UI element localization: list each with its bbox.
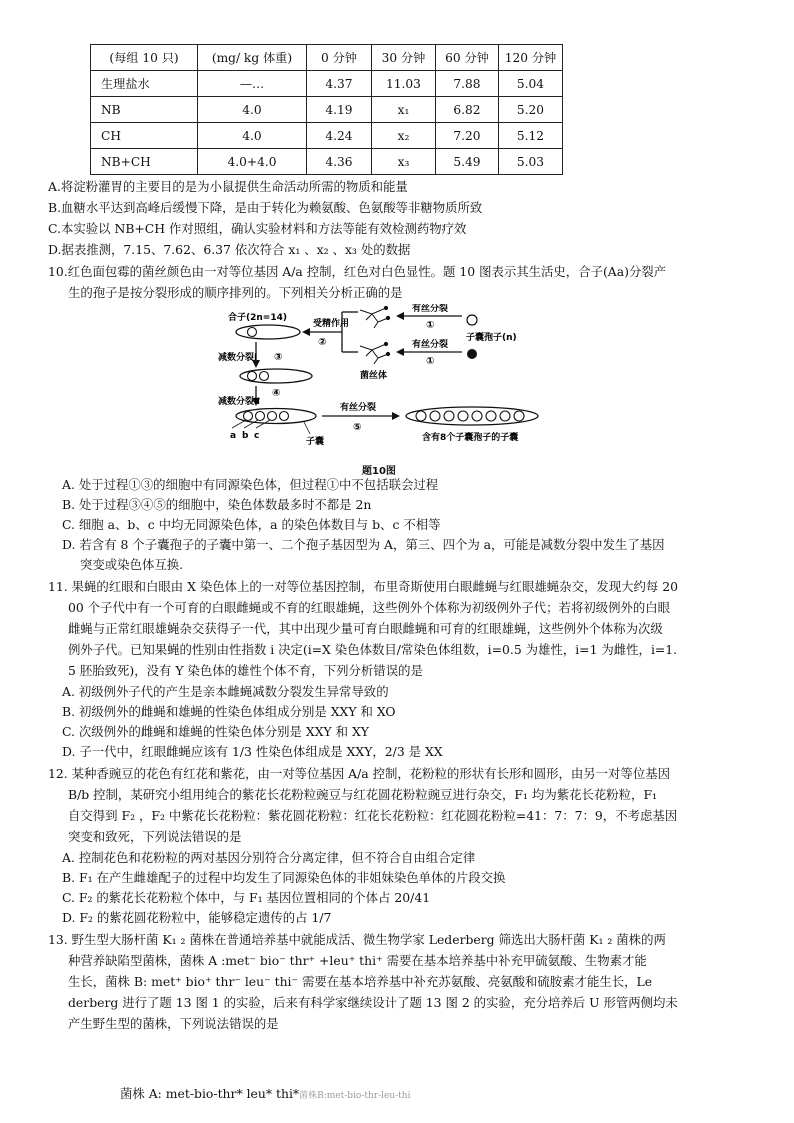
- table-cell: NB+CH: [91, 149, 198, 175]
- q12-stem: 12. 某种香豌豆的花色有红花和紫花，由一对等位基因 A/a 控制，花粉粒的形状有长形和圆形，由另一对等位基因: [48, 766, 670, 781]
- white-spore: [467, 315, 477, 325]
- table-cell: 4.36: [307, 149, 372, 175]
- table-header-cell: 120 分钟: [499, 45, 563, 71]
- table-cell: 4.19: [307, 97, 372, 123]
- cell: [280, 412, 289, 421]
- q13-stem: 13. 野生型大肠杆菌 K₁ ₂ 菌株在普通培养基中就能成活、微生物学家 Lederberg 筛选出大肠杆菌 K₁ ₂ 菌株的两: [48, 932, 666, 947]
- mitosis-label-final: 有丝分裂: [340, 403, 377, 413]
- q10-stem-cont: 生的孢子是按分裂形成的顺序排列的。下列相关分析正确的是: [68, 285, 403, 300]
- table-row: [91, 149, 563, 175]
- q11-stem-cont: 雌蝇与正常红眼雄蝇杂交获得子一代，其中出现少量可育白眼雌蝇和可育的红眼雄蝇，这些例外个体称为次级: [68, 621, 663, 636]
- cell: [256, 412, 265, 421]
- arrowhead: [396, 312, 404, 320]
- spore-label: 子囊孢子(n): [466, 333, 517, 343]
- q10-option-c: C. 细胞 a、b、c 中均无同源染色体，a 的染色体数目与 b、c 不相等: [62, 517, 441, 532]
- table-cell: 4.0: [198, 123, 307, 149]
- strain-a-text: 菌株 A: met-bio-thr* leu* thi*: [120, 1086, 300, 1101]
- q10-stem: 10.红色面包霉的菌丝颜色由一对等位基因 A/a 控制，红色对白色显性。题 10 图表示其生活史，合子(Aa)分裂产: [48, 264, 667, 279]
- table-row: [91, 71, 563, 97]
- table-cell: 4.0: [198, 97, 307, 123]
- table-cell: 6.82: [436, 97, 499, 123]
- step-1-label: ①: [426, 356, 435, 367]
- table-row: [91, 123, 563, 149]
- mycelium-label: 菌丝体: [360, 371, 388, 381]
- q12-stem-cont: B/b 控制，某研究小组用纯合的紫花长花粉粒豌豆与红花圆花粉粒豌豆进行杂交，F₁ 均为紫花长花粉粒，F₁: [68, 787, 658, 802]
- table-cell: 5.49: [436, 149, 499, 175]
- red-spore: [467, 349, 477, 359]
- arrowhead: [396, 348, 404, 356]
- table-header-row: [91, 45, 563, 71]
- q11-stem: 11. 果蝇的红眼和白眼由 X 染色体上的一对等位基因控制，布里奇斯使用白眼雌蝇与红眼雄蝇杂交，发现大约每 20: [48, 579, 679, 594]
- table-cell: 5.04: [499, 71, 563, 97]
- cell: [248, 372, 257, 381]
- cell-c-label: c: [254, 431, 260, 441]
- final-ascus-label: 含有8个子囊孢子的子囊: [422, 433, 519, 443]
- table-header-cell: 0 分钟: [307, 45, 372, 71]
- q10-option-d: D. 若含有 8 个子囊孢子的子囊中第一、二个孢子基因型为 A，第三、四个为 a，可能是减数分裂中发生了基因: [62, 537, 665, 552]
- cell-b-label: b: [242, 431, 249, 441]
- q11-option-d: D. 子一代中，红眼雌蝇应该有 1/3 性染色体组成是 XXY，2/3 是 XX: [62, 744, 443, 759]
- zygote-label: 合子(2n=14): [228, 313, 287, 323]
- step-5-label: ⑤: [353, 422, 362, 433]
- mitosis-label-bottom: 有丝分裂: [412, 340, 449, 350]
- q12-option-d: D. F₂ 的紫花圆花粉粒中，能够稳定遗传的占 1/7: [62, 910, 332, 925]
- table-cell: 4.0+4.0: [198, 149, 307, 175]
- table-cell: 4.24: [307, 123, 372, 149]
- life-cycle-figure: [210, 304, 550, 464]
- arrowhead: [392, 412, 400, 420]
- cell: [244, 412, 253, 421]
- fertilization-label: 受精作用: [313, 319, 350, 329]
- mitosis-label-top: 有丝分裂: [412, 304, 449, 314]
- zygote-ascus: [236, 325, 300, 339]
- cell: [260, 372, 269, 381]
- table-cell: 生理盐水: [91, 71, 198, 97]
- table-cell: x₃: [372, 149, 436, 175]
- table-header-cell: 30 分钟: [372, 45, 436, 71]
- q11-option-b: B. 初级例外的雌蝇和雄蝇的性染色体组成分别是 XXY 和 XO: [62, 704, 396, 719]
- table-cell: 5.20: [499, 97, 563, 123]
- q10-option-d-cont: 突变或染色体互换.: [80, 557, 184, 572]
- table-cell: 11.03: [372, 71, 436, 97]
- q11-option-c: C. 次级例外的雌蝇和雄蝇的性染色体分别是 XXY 和 XY: [62, 724, 369, 739]
- table-cell: x₁: [372, 97, 436, 123]
- q11-stem-cont: 例外子代。已知果蝇的性别由性指数 i 决定(i=X 染色体数目/常染色体组数，i=0.5 为雄性，i=1 为雌性，i=1.: [68, 642, 678, 657]
- mycelium-icon-top: [360, 306, 390, 328]
- q11-stem-cont: 5 胚胎致死)，没有 Y 染色体的雄性个体不育，下列分析错误的是: [68, 663, 423, 678]
- q13-stem-cont: 种营养缺陷型菌株，菌株 A :met⁻ bio⁻ thr⁺ +leu⁺ thi⁺ 需要在基本培养基中补充甲硫氨酸、生物素才能: [68, 953, 647, 968]
- table-cell: 7.20: [436, 123, 499, 149]
- strain-b-text: 菌株B:met-bio-thr-leu-thi: [299, 1091, 411, 1101]
- q9-option-c: C.本实验以 NB+CH 作对照组，确认实验材料和方法等能有效检测药物疗效: [48, 221, 467, 236]
- step-4-label: ④: [272, 388, 281, 399]
- data-table: [90, 44, 563, 175]
- step-1-label: ①: [426, 320, 435, 331]
- arrowhead: [302, 328, 310, 336]
- q10-option-a: A. 处于过程①③的细胞中有同源染色体，但过程①中不包括联会过程: [62, 477, 439, 492]
- table-row: [91, 97, 563, 123]
- meiosis2-label: 减数分裂Ⅱ: [218, 397, 260, 407]
- step-2-label: ②: [318, 337, 327, 348]
- table-cell: 5.12: [499, 123, 563, 149]
- strain-a-label: [120, 1084, 410, 1102]
- pointer: [232, 420, 246, 428]
- q13-stem-cont: derberg 进行了题 13 图 1 的实验，后来有科学家继续设计了题 13 图 2 的实验，充分培养后 U 形管两侧均未: [68, 995, 678, 1010]
- meiosis1-label: 减数分裂Ⅰ: [218, 353, 258, 363]
- table-cell: 4.37: [307, 71, 372, 97]
- q11-option-a: A. 初级例外子代的产生是亲本雌蝇减数分裂发生异常导致的: [62, 684, 389, 699]
- table-cell: NB: [91, 97, 198, 123]
- q11-stem-cont: 00 个子代中有一个可育的白眼雌蝇或不育的红眼雄蝇，这些例外个体称为初级例外子代；若将初级例外的白眼: [68, 600, 671, 615]
- q9-option-a: A.将淀粉灌胃的主要目的是为小鼠提供生命活动所需的物质和能量: [48, 179, 408, 194]
- q12-option-c: C. F₂ 的紫花长花粉粒个体中，与 F₁ 基因位置相同的个体占 20/41: [62, 890, 431, 905]
- zygote-cell: [248, 328, 257, 337]
- step-3-label: ③: [274, 352, 283, 363]
- q12-stem-cont: 突变和致死，下列说法错误的是: [68, 829, 242, 844]
- q13-stem-cont: 生长，菌株 B: met⁺ bio⁺ thr⁻ leu⁻ thi⁻ 需要在基本培养基中补充苏氨酸、亮氨酸和硫胺素才能生长，Le: [68, 974, 653, 989]
- q13-stem-cont: 产生野生型的菌株，下列说法错误的是: [68, 1016, 279, 1031]
- table-cell: x₂: [372, 123, 436, 149]
- q9-option-d: D.据表推测，7.15、7.62、6.37 依次符合 x₁ 、x₂ 、x₃ 处的数据: [48, 242, 411, 257]
- table-cell: —…: [198, 71, 307, 97]
- q12-option-b: B. F₁ 在产生雌雄配子的过程中均发生了同源染色体的非姐妹染色单体的片段交换: [62, 870, 506, 885]
- q12-option-a: A. 控制花色和花粉粒的两对基因分别符合分离定律，但不符合自由组合定律: [62, 850, 476, 865]
- table-header-cell: (mg/ kg 体重): [198, 45, 307, 71]
- table-header-cell: 60 分钟: [436, 45, 499, 71]
- cell: [268, 412, 277, 421]
- table-cell: 7.88: [436, 71, 499, 97]
- table-cell: CH: [91, 123, 198, 149]
- cell-a-label: a: [230, 431, 237, 441]
- ascus-label: 子囊: [306, 437, 325, 447]
- final-spores: [416, 411, 524, 421]
- figure-caption: 题10图: [362, 466, 396, 477]
- q10-option-b: B. 处于过程③④⑤的细胞中，染色体数最多时不都是 2n: [62, 497, 372, 512]
- mycelium-icon-bottom: [360, 342, 390, 364]
- q12-stem-cont: 自交得到 F₂ ，F₂ 中紫花长花粉粒：紫花圆花粉粒：红花长花粉粒：红花圆花粉粒=41：7：7：9，不考虑基因: [68, 808, 678, 823]
- table-header-cell: (每组 10 只): [91, 45, 198, 71]
- pointer: [304, 422, 310, 434]
- table-cell: 5.03: [499, 149, 563, 175]
- q9-option-b: B.血糖水平达到高峰后缓慢下降，是由于转化为赖氨酸、色氨酸等非糖物质所致: [48, 200, 483, 215]
